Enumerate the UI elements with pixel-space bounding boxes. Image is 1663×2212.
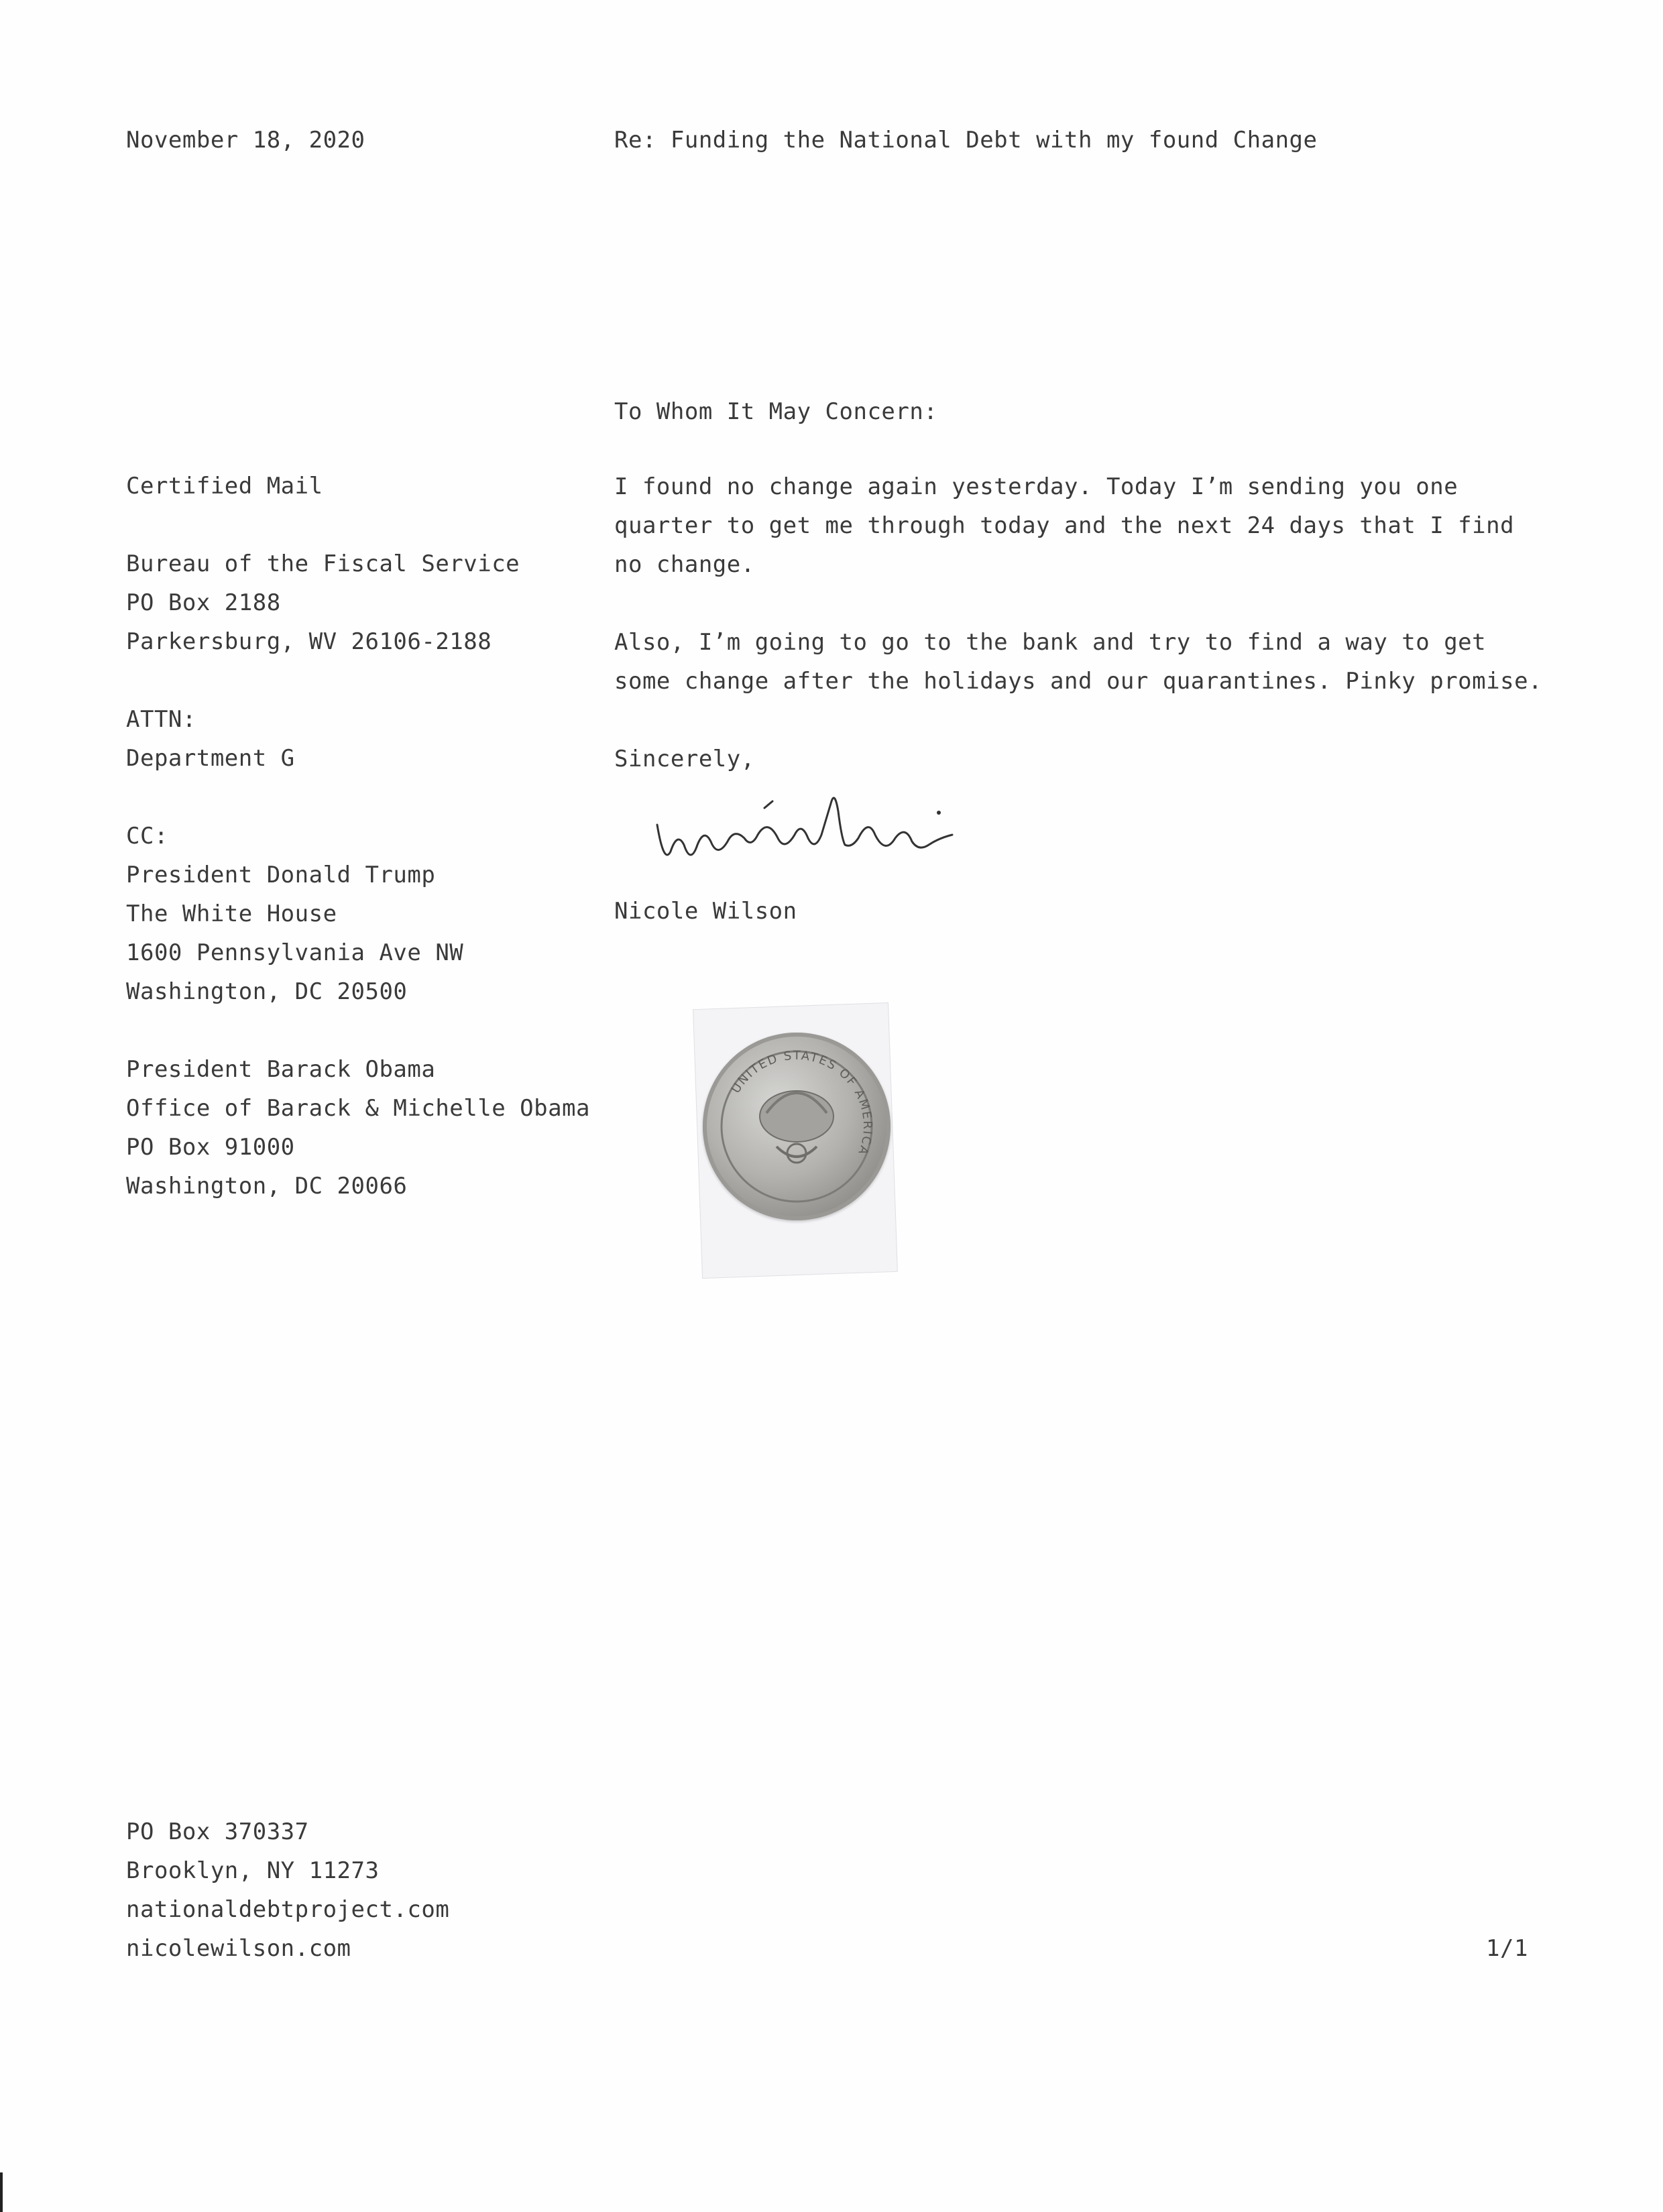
paragraph-1: I found no change again yesterday. Today I’m sending you one quarter to get me through today and the next 24 days that I find no change. [614, 473, 1515, 578]
address-column [126, 467, 609, 1206]
return-address [126, 1812, 449, 1968]
attn-value: Department G [126, 745, 295, 772]
enclosed-quarter [684, 1006, 905, 1287]
letter-date: November 18, 2020 [126, 127, 365, 154]
recipient-name: Bureau of the Fiscal Service [126, 550, 520, 577]
quarter-coin-icon [703, 1033, 891, 1220]
return-city: Brooklyn, NY 11273 [126, 1857, 380, 1884]
paragraph-2: Also, I’m going to go to the bank and try to find a way to get some change after the holidays and our quarantines. Pinky promise. [614, 629, 1543, 695]
cc2-name: President Barack Obama [126, 1056, 436, 1083]
cc1-city: Washington, DC 20500 [126, 978, 408, 1005]
attn-label: ATTN: [126, 706, 196, 733]
personal-website: nicolewilson.com [126, 1935, 351, 1962]
letter-subject: Re: Funding the National Debt with my found Change [614, 127, 1318, 154]
cc1-name: President Donald Trump [126, 862, 436, 888]
cc2-org: Office of Barack & Michelle Obama [126, 1095, 591, 1122]
coin-legend: UNITED STATES OF AMERICA [728, 1048, 875, 1158]
letter-body [614, 392, 1553, 817]
scan-edge-mark [0, 2172, 3, 2212]
page-number: 1/1 [1486, 1935, 1528, 1962]
signer-name: Nicole Wilson [614, 898, 797, 925]
cc2-po-box: PO Box 91000 [126, 1134, 295, 1161]
signature-image [644, 771, 979, 878]
recipient-city: Parkersburg, WV 26106-2188 [126, 628, 492, 655]
cc1-street: 1600 Pennsylvania Ave NW [126, 939, 464, 966]
cc-label: CC: [126, 823, 168, 850]
project-website: nationaldebtproject.com [126, 1896, 450, 1923]
delivery-method: Certified Mail [126, 473, 323, 500]
closing: Sincerely, [614, 746, 755, 772]
return-po-box: PO Box 370337 [126, 1818, 309, 1845]
cc2-city: Washington, DC 20066 [126, 1173, 408, 1200]
recipient-po-box: PO Box 2188 [126, 589, 281, 616]
cc1-org: The White House [126, 900, 337, 927]
salutation: To Whom It May Concern: [614, 398, 938, 425]
